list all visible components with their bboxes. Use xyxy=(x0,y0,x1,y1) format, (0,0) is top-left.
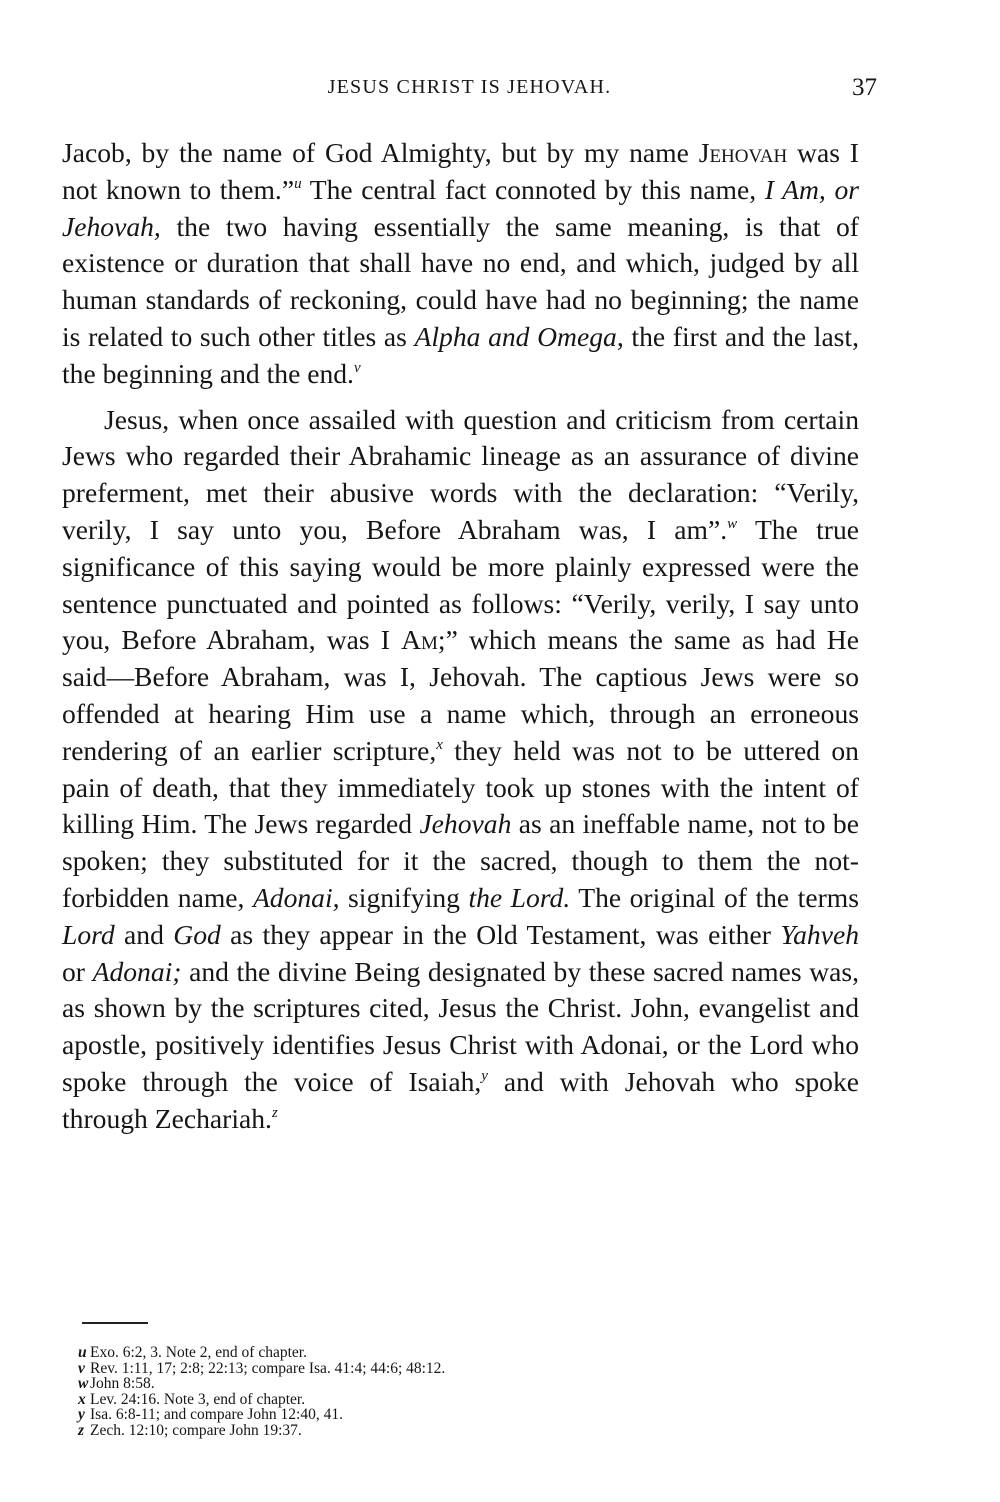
text-run: and with Jehovah who spoke through Zechariah. xyxy=(62,1065,859,1134)
text-run: Jacob, by the name of God Almighty, but by my name xyxy=(62,137,699,168)
footnote xyxy=(78,1376,778,1392)
text-run: Alpha and Omega, xyxy=(414,320,624,352)
footnote-text: Exo. 6:2, 3. Note 2, end of chapter. xyxy=(90,1344,307,1361)
footnote-divider xyxy=(82,1322,148,1324)
paragraph xyxy=(62,402,859,1138)
text-run: and the divine Being designated by these sacred names was, as shown by the scriptures cited, Jesus the Christ. John, evangelist and apostle, positively identifies Jesus Christ with Adonai, or the Lord who spoke through the voice of Isaiah, xyxy=(62,955,859,1097)
footnote-mark: x xyxy=(78,1390,86,1408)
footnote-text: Rev. 1:11, 17; 2:8; 22:13; compare Isa. 41:4; 44:6; 48:12. xyxy=(90,1359,446,1377)
running-head: JESUS CHRIST IS JEHOVAH. xyxy=(327,76,612,98)
text-run: Jehovah xyxy=(419,808,512,840)
page-number: 37 xyxy=(852,74,877,101)
text-run: Am xyxy=(401,624,438,656)
footnote-mark: y xyxy=(78,1406,85,1424)
footnote-text: Lev. 24:16. Note 3, end of chapter. xyxy=(90,1390,306,1408)
footnote-reference: x xyxy=(436,736,443,753)
text-run: as they appear in the Old Testament, was either xyxy=(220,918,781,950)
footnotes xyxy=(78,1345,778,1439)
footnote-reference: z xyxy=(271,1104,278,1121)
footnote xyxy=(78,1361,778,1377)
page-header xyxy=(62,76,877,112)
text-run: signifying xyxy=(339,881,469,913)
text-run: as an ineffable name, not to be spoken; they substituted for it the sacred, though to them the not-forbidden name, xyxy=(62,808,859,913)
footnote-reference: y xyxy=(481,1067,488,1084)
text-run: they held was not to be uttered on pain of death, that they immediately took up stones with the intent of killing Him. The Jews regarded xyxy=(62,734,859,840)
text-run: the Lord. xyxy=(468,881,571,913)
footnote-text: Zech. 12:10; compare John 19:37. xyxy=(90,1421,302,1439)
text-run: God xyxy=(173,918,221,950)
footnote xyxy=(78,1407,778,1423)
text-run: was I not known to them.” xyxy=(62,137,859,205)
text-run: The true significance of this saying would be more plainly expressed were the sentence punctuated and pointed as follows: “Verily, verily, I say unto you, Before Abraham, was I xyxy=(62,513,859,656)
text-run: Jehovah xyxy=(698,137,788,168)
footnote-reference: w xyxy=(727,515,738,532)
text-run: and xyxy=(114,918,174,950)
body-text xyxy=(62,135,859,1138)
footnote-mark: v xyxy=(78,1359,85,1377)
text-run: The central fact connoted by this name, xyxy=(301,173,765,205)
footnote-reference: v xyxy=(353,359,361,376)
text-run: The original of the terms xyxy=(570,881,859,913)
footnote-mark: u xyxy=(78,1344,87,1361)
footnote-mark: w xyxy=(78,1375,89,1393)
footnote xyxy=(78,1392,778,1408)
text-run: Lord xyxy=(62,918,115,950)
footnote-reference: u xyxy=(294,175,302,192)
text-run: Adonai, xyxy=(252,881,340,913)
text-run: Yahveh xyxy=(780,918,860,950)
text-run: Jesus, when once assailed with question and criticism from certain Jews who regarded their Abrahamic lineage as an assurance of divine preferment, met their abusive words with the declaration: “Verily, verily, I say unto you, Before Abraham was, I am”. xyxy=(62,403,859,545)
footnote xyxy=(78,1423,778,1439)
text-run: or xyxy=(62,955,93,987)
footnote xyxy=(78,1345,778,1361)
text-run: the first and the last, the beginning and the end. xyxy=(62,320,859,389)
text-run: the two having essentially the same meaning, is that of existence or duration that shall have no end, and which, judged by all human standards of reckoning, could have had no beginning; the name is related to such other titles as xyxy=(62,210,859,352)
footnote-text: Isa. 6:8-11; and compare John 12:40, 41. xyxy=(90,1406,343,1424)
text-run: I Am, or Jehovah, xyxy=(62,173,859,242)
footnote-text: John 8:58. xyxy=(90,1375,155,1393)
text-run: ;” which means the same as had He said—Before Abraham, was I, Jehovah. The captious Jews were so offended at hearing Him use a name which, through an erroneous rendering of an earlier scripture, xyxy=(62,624,859,766)
footnote-mark: z xyxy=(78,1421,85,1439)
text-run: Adonai; xyxy=(92,955,182,987)
paragraph xyxy=(62,135,859,393)
